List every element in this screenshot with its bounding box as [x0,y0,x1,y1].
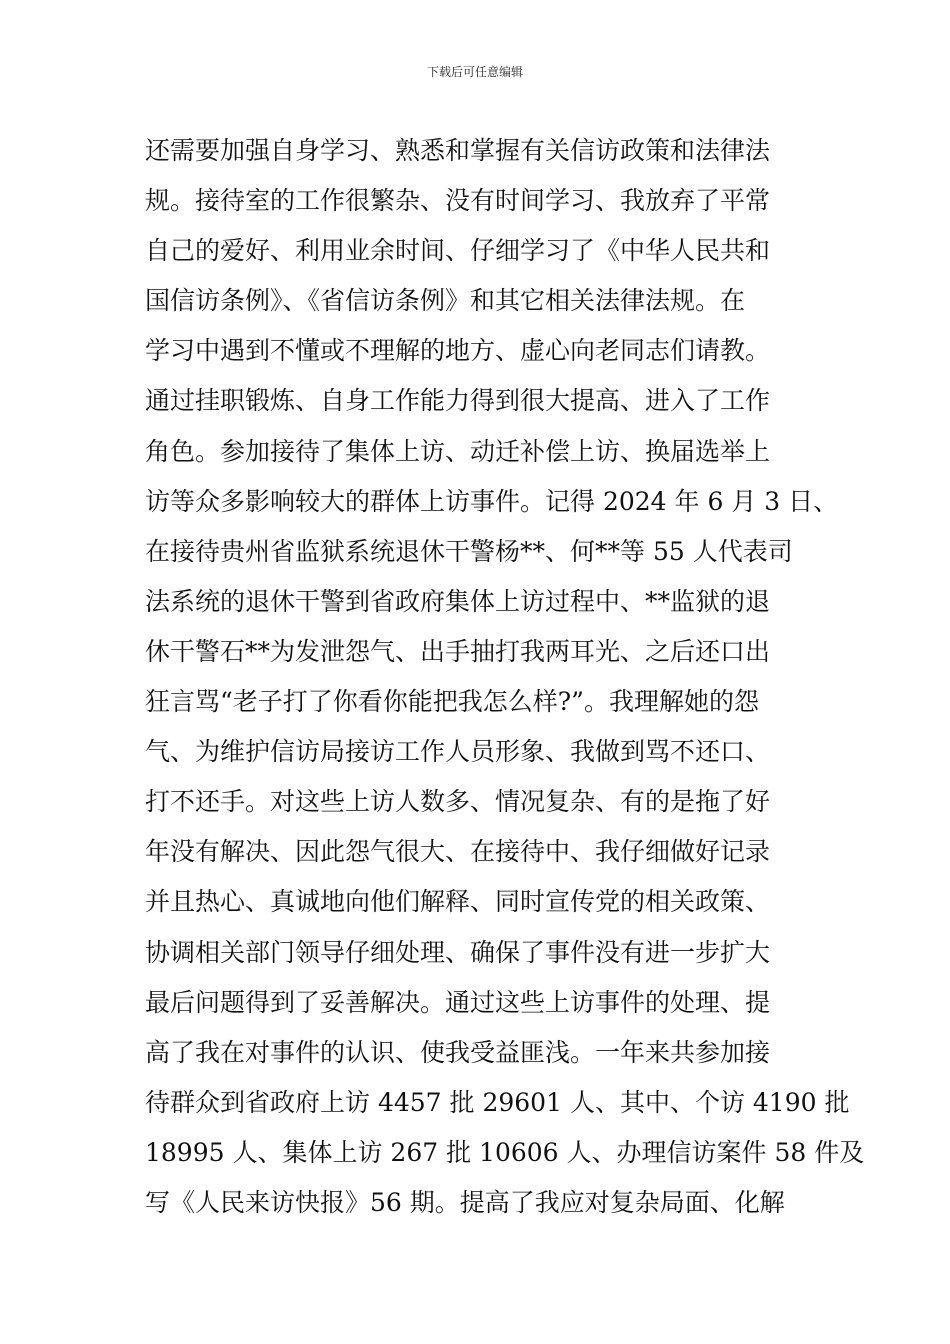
body-line: 角色。参加接待了集体上访、动迁补偿上访、换届选举上 [145,436,771,466]
document-body [145,126,865,1228]
body-line: 国信访条例》、《省信访条例》和其它相关法律法规。在 [145,286,746,316]
body-line: 协调相关部门领导仔细处理、确保了事件没有进一步扩大 [145,937,771,967]
body-line: 气、为维护信访局接访工作人员形象、我做到骂不还口、 [145,737,771,767]
body-line: 法系统的退休干警到省政府集体上访过程中、**监狱的退 [145,586,771,616]
body-line: 最后问题得到了妥善解决。通过这些上访事件的处理、提 [145,987,771,1017]
body-line: 并且热心、真诚地向他们解释、同时宣传党的相关政策、 [145,887,771,917]
body-line: 待群众到省政府上访 4457 批 29601 人、其中、个访 4190 批 [145,1087,850,1117]
body-line: 18995 人、集体上访 267 批 10606 人、办理信访案件 58 件及 [145,1137,865,1167]
body-line: 年没有解决、因此怨气很大、在接待中、我仔细做好记录 [145,837,771,867]
body-line: 学习中遇到不懂或不理解的地方、虚心向老同志们请教。 [145,336,771,366]
body-line: 还需要加强自身学习、熟悉和掌握有关信访政策和法律法 [145,136,771,165]
body-line: 通过挂职锻炼、自身工作能力得到很大提高、进入了工作 [145,386,771,416]
body-line: 写《人民来访快报》56 期。提高了我应对复杂局面、化解 [145,1187,785,1217]
body-line: 高了我在对事件的认识、使我受益匪浅。一年来共参加接 [145,1037,771,1067]
body-line: 休干警石**为发泄怨气、出手抽打我两耳光、之后还口出 [145,636,771,666]
body-line: 狂言骂“老子打了你看你能把我怎么样?”。我理解她的怨 [145,687,759,717]
body-line: 在接待贵州省监狱系统退休干警杨**、何**等 55 人代表司 [145,536,793,566]
body-line: 自己的爱好、利用业余时间、仔细学习了《中华人民共和 [145,236,771,266]
body-line: 打不还手。对这些上访人数多、情况复杂、有的是拖了好 [145,787,771,817]
body-line: 访等众多影响较大的群体上访事件。记得 2024 年 6 月 3 日、 [145,486,839,516]
body-line: 规。接待室的工作很繁杂、没有时间学习、我放弃了平常 [145,186,771,216]
page-header-note: 下载后可任意编辑 [426,65,523,79]
